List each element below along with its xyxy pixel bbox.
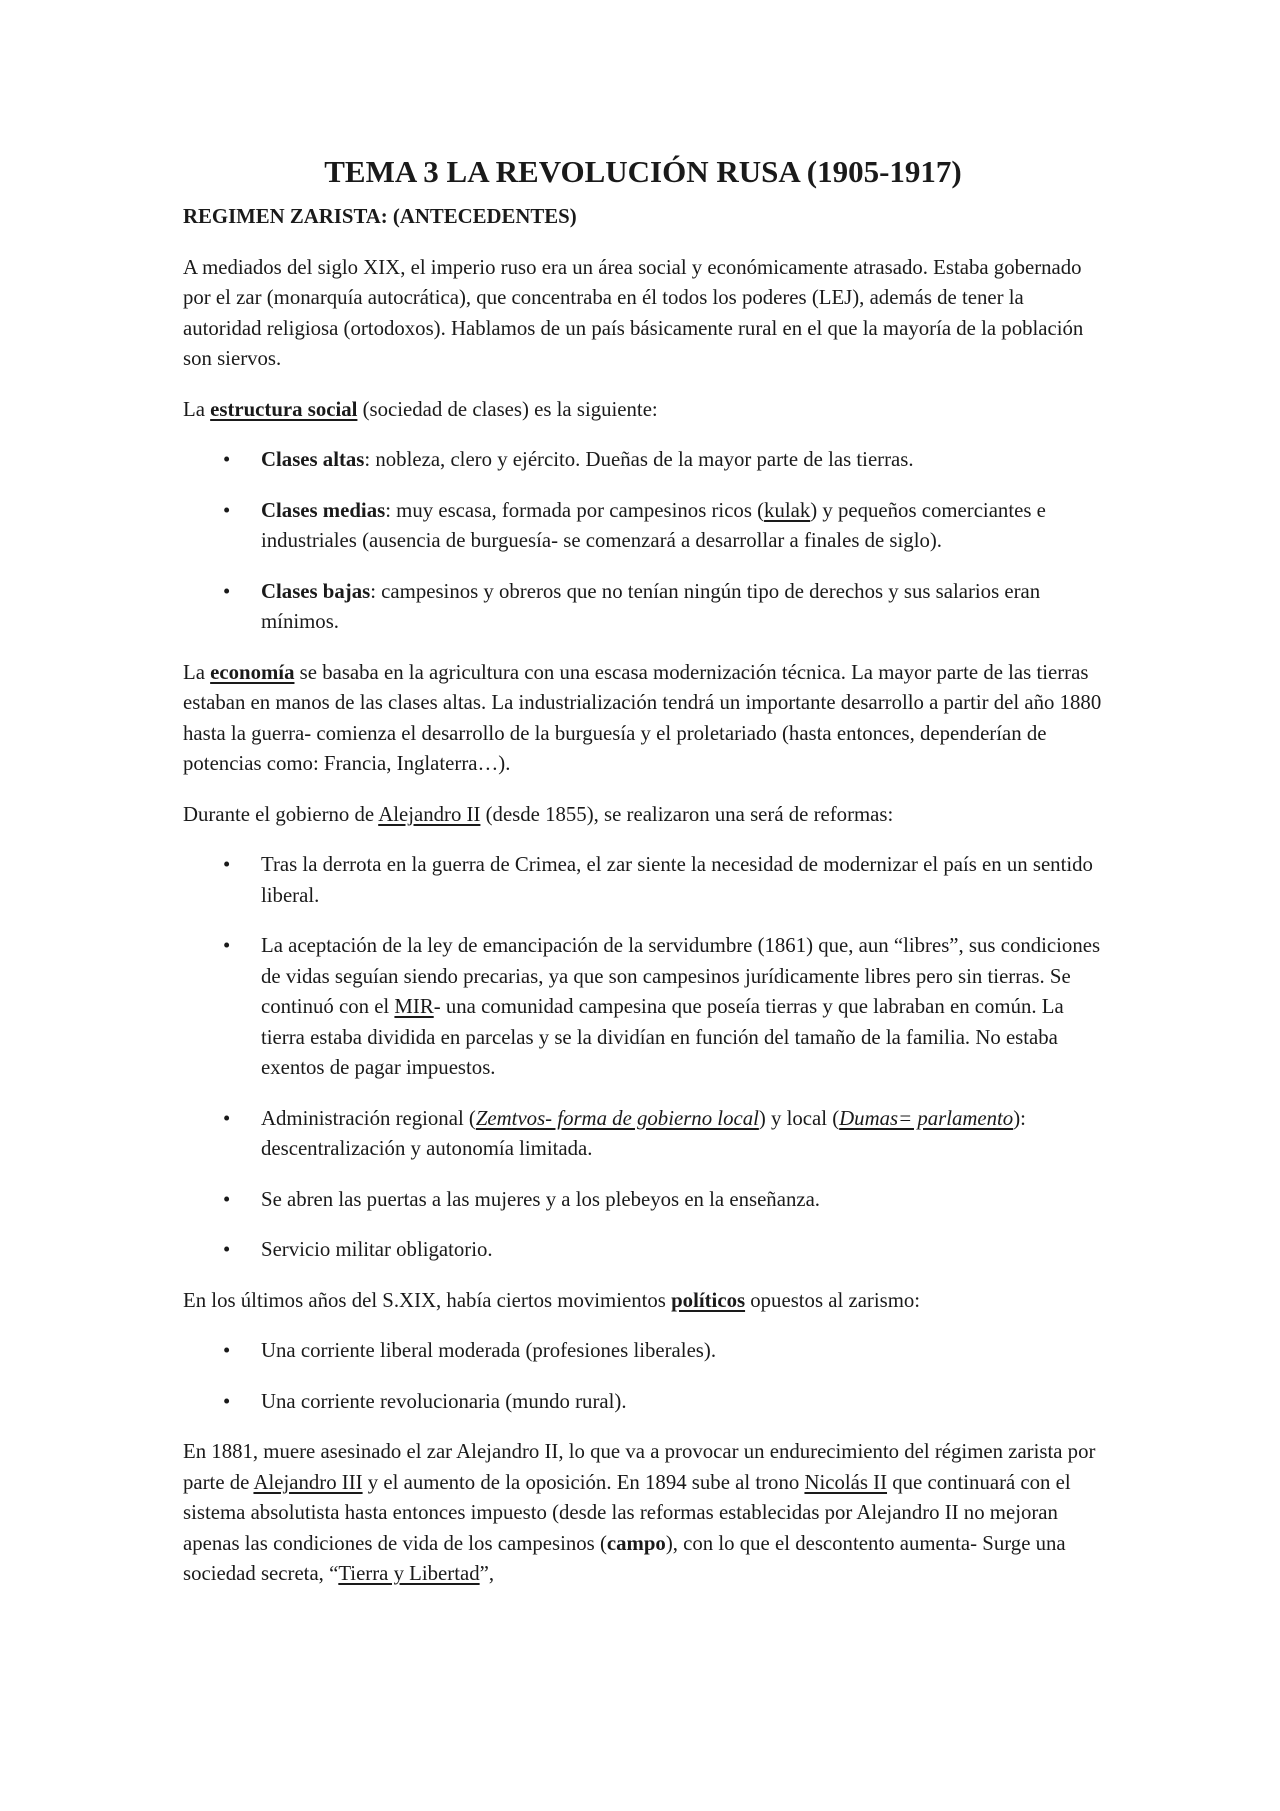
bullet-icon: • (223, 448, 231, 471)
dumas-term: Dumas= parlamento (839, 1106, 1014, 1130)
class-label: Clases altas (261, 448, 365, 471)
bullet-icon: • (223, 934, 231, 957)
list-item: • Clases altas: nobleza, clero y ejército. Dueñas de la mayor parte de las tierras. (183, 445, 1103, 476)
list-item: • Clases medias: muy escasa, formada por campesinos ricos (kulak) y pequeños comerciantes e industriales (ausencia de burguesía- se comenzará a desarrollar a finales de siglo). (183, 496, 1103, 557)
bullet-icon: • (223, 1339, 231, 1362)
tierra-y-libertad-term: Tierra y Libertad (338, 1562, 480, 1585)
section-heading: REGIMEN ZARISTA: (ANTECEDENTES) (183, 205, 577, 228)
intro-paragraph: A mediados del siglo XIX, el imperio ruso era un área social y económicamente atrasado. Estaba gobernado por el zar (monarquía autocrática), que concentraba en él todos los poderes (LEJ), además de tener la autoridad religiosa (ortodoxos). Hablamos de un país básicamente rural en el que la mayoría de la población son siervos. (183, 255, 1084, 370)
campo-term: campo (606, 1531, 666, 1555)
page-title: TEMA 3 LA REVOLUCIÓN RUSA (1905-1917) (324, 154, 962, 189)
political-currents-list (183, 1336, 1103, 1417)
bullet-icon: • (223, 853, 231, 876)
bullet-icon: • (223, 1187, 231, 1211)
list-item: • Una corriente revolucionaria (mundo rural). (183, 1387, 1103, 1418)
zemtvos-term: Zemtvos- forma de gobierno local (475, 1106, 759, 1130)
list-item: • Tras la derrota en la guerra de Crimea, el zar siente la necesidad de modernizar el país en un sentido liberal. (183, 850, 1103, 911)
reforms-intro-paragraph: Durante el gobierno de Alejandro II (desde 1855), se realizaron una será de reformas: (183, 802, 894, 826)
social-structure-term: estructura social (210, 397, 358, 421)
politics-term: políticos (671, 1288, 746, 1312)
list-item: • La aceptación de la ley de emancipación de la servidumbre (1861) que, aun “libres”, sus condiciones de vidas seguían siendo precarias, ya que son campesinos jurídicamente libres pero sin tierras. Se continuó con el MIR- una comunidad campesina que poseía tierras y que labraban en común. La tierra estaba dividida en parcelas y se la dividían en función del tamaño de la familia. No estaba exentos de pagar impuestos. (183, 931, 1103, 1084)
economy-term: economía (210, 660, 295, 684)
bullet-icon: • (223, 1389, 231, 1413)
politics-paragraph: En los últimos años del S.XIX, había ciertos movimientos políticos opuestos al zarismo: (183, 1288, 921, 1312)
social-classes-list (183, 445, 1103, 638)
bullet-icon: • (223, 579, 231, 603)
reforms-list (183, 850, 1103, 1266)
economy-paragraph: La economía se basaba en la agricultura con una escasa modernización técnica. La mayor parte de las tierras estaban en manos de las clases altas. La industrialización tendrá un importante desarrollo a partir del año 1880 hasta la guerra- comienza el desarrollo de la burguesía y el proletariado (hasta entonces, dependerían de potencias como: Francia, Inglaterra…). (183, 660, 1102, 775)
class-label: Clases bajas (261, 579, 371, 603)
class-label: Clases medias (261, 498, 386, 522)
mir-term: MIR (394, 995, 434, 1018)
nicolas-ii-term: Nicolás II (804, 1470, 888, 1494)
social-structure-paragraph: La estructura social (sociedad de clases) es la siguiente: (183, 397, 658, 421)
list-item: • Se abren las puertas a las mujeres y a los plebeyos en la enseñanza. (183, 1185, 1103, 1216)
alejandro-ii-term: Alejandro II (378, 802, 481, 826)
bullet-icon: • (223, 1106, 231, 1130)
list-item: • Administración regional (Zemtvos- forma de gobierno local) y local (Dumas= parlamento): descentralización y autonomía limitada. (183, 1104, 1103, 1165)
list-item: • Una corriente liberal moderada (profesiones liberales). (183, 1336, 1103, 1367)
alejandro-iii-term: Alejandro III (253, 1470, 363, 1494)
document-page (183, 152, 1103, 1610)
bullet-icon: • (223, 498, 231, 522)
list-item: • Clases bajas: campesinos y obreros que no tenían ningún tipo de derechos y sus salarios eran mínimos. (183, 577, 1103, 638)
final-paragraph: En 1881, muere asesinado el zar Alejandro II, lo que va a provocar un endurecimiento del régimen zarista por parte de Alejandro III y el aumento de la oposición. En 1894 sube al trono Nicolás II que continuará con el sistema absolutista hasta entonces impuesto (desde las reformas establecidas por Alejandro II no mejoran apenas las condiciones de vida de los campesinos (campo), con lo que el descontento aumenta- Surge una sociedad secreta, “Tierra y Libertad”, (183, 1440, 1096, 1585)
bullet-icon: • (223, 1238, 231, 1261)
list-item: • Servicio militar obligatorio. (183, 1235, 1103, 1266)
kulak-term: kulak (764, 498, 811, 522)
